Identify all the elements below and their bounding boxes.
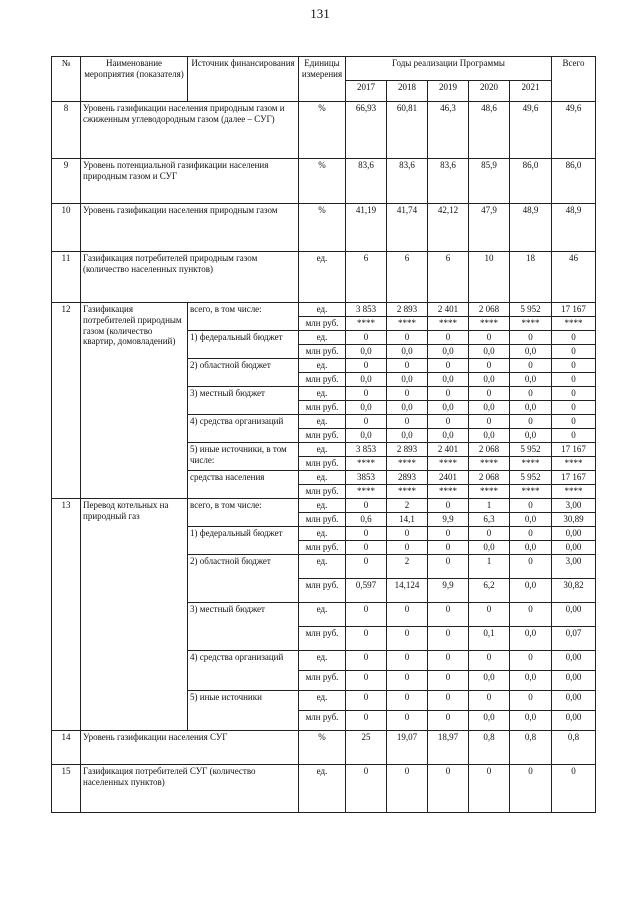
- row-value: 0: [387, 603, 428, 627]
- row-value: 60,81: [387, 102, 428, 159]
- row-value: 0: [510, 415, 552, 429]
- row-unit: млн руб.: [299, 711, 346, 731]
- row-value: 2401: [428, 471, 469, 485]
- row-value: 2: [387, 555, 428, 579]
- row-value: 0: [469, 603, 510, 627]
- row-value: 0: [387, 691, 428, 711]
- row-value: 0: [428, 691, 469, 711]
- row-value: 83,6: [428, 159, 469, 204]
- row-source: 4) средства организаций: [188, 651, 299, 691]
- row-value: 5 952: [510, 471, 552, 485]
- row-value: 0: [510, 555, 552, 579]
- row-total: 0,00: [552, 671, 596, 691]
- header-name: Наименование мероприятия (показателя): [81, 57, 188, 102]
- row-value: 0: [469, 765, 510, 813]
- row-total: 48,9: [552, 204, 596, 252]
- row-total: 0: [552, 359, 596, 373]
- row-value: 0,0: [387, 345, 428, 359]
- row-value: 0: [346, 651, 387, 671]
- row-total: 0: [552, 373, 596, 387]
- row-value: ****: [387, 485, 428, 499]
- row-value: 0: [428, 387, 469, 401]
- row-num: 9: [52, 159, 81, 204]
- table-row: [52, 252, 596, 303]
- row-value: 10: [469, 252, 510, 303]
- row-value: 86,0: [510, 159, 552, 204]
- row-value: 19,07: [387, 731, 428, 765]
- row-value: 48,9: [510, 204, 552, 252]
- row-source: 2) областной бюджет: [188, 359, 299, 387]
- row-total: 0: [552, 429, 596, 443]
- row-total: 17 167: [552, 443, 596, 457]
- row-value: 0: [428, 711, 469, 731]
- header-num: №: [52, 57, 81, 102]
- row-value: 2 068: [469, 443, 510, 457]
- row-unit: ед.: [299, 651, 346, 671]
- row-value: 0: [346, 603, 387, 627]
- row-value: 0: [428, 359, 469, 373]
- row-value: 25: [346, 731, 387, 765]
- row-name: Уровень газификации населения природным газом: [81, 204, 299, 252]
- row-total: 0: [552, 415, 596, 429]
- row-value: 49,6: [510, 102, 552, 159]
- row-total: 0,8: [552, 731, 596, 765]
- row-value: 0,0: [469, 541, 510, 555]
- row-value: 0: [387, 387, 428, 401]
- row-value: 0,0: [428, 401, 469, 415]
- row-value: 0,8: [469, 731, 510, 765]
- row-total: 17 167: [552, 303, 596, 317]
- row-num: 10: [52, 204, 81, 252]
- row-value: ****: [346, 317, 387, 331]
- row-total: ****: [552, 485, 596, 499]
- row-value: 0: [510, 651, 552, 671]
- row-value: 0: [469, 691, 510, 711]
- row-value: 83,6: [387, 159, 428, 204]
- row-name: Уровень потенциальной газификации населения природным газом и СУГ: [81, 159, 299, 204]
- header-year: 2018: [387, 81, 428, 102]
- row-unit: ед.: [299, 471, 346, 485]
- row-value: 0: [346, 331, 387, 345]
- row-value: 0: [428, 331, 469, 345]
- row-source: 3) местный бюджет: [188, 603, 299, 651]
- row-value: 0: [387, 671, 428, 691]
- row-value: 0: [387, 331, 428, 345]
- row-value: 0,0: [510, 671, 552, 691]
- row-value: 0,0: [469, 401, 510, 415]
- header-year: 2017: [346, 81, 387, 102]
- row-value: 3 853: [346, 303, 387, 317]
- row-value: 6: [346, 252, 387, 303]
- row-value: 0: [428, 555, 469, 579]
- row-unit: млн руб.: [299, 541, 346, 555]
- row-value: 0: [469, 415, 510, 429]
- row-value: 0: [387, 711, 428, 731]
- row-source: 5) иные источники: [188, 691, 299, 731]
- row-value: 2 068: [469, 303, 510, 317]
- row-value: 0: [428, 627, 469, 651]
- row-value: 0: [346, 671, 387, 691]
- row-total: 0: [552, 765, 596, 813]
- row-total: 0,00: [552, 651, 596, 671]
- row-source: всего, в том числе:: [188, 499, 299, 527]
- header-row: [52, 57, 596, 81]
- row-value: 2 068: [469, 471, 510, 485]
- row-unit: ед.: [299, 765, 346, 813]
- row-value: ****: [510, 485, 552, 499]
- row-value: 0,1: [469, 627, 510, 651]
- row-value: 5 952: [510, 303, 552, 317]
- row-value: 2: [387, 499, 428, 513]
- header-year: 2021: [510, 81, 552, 102]
- table-row: [52, 159, 596, 204]
- table-row: [52, 204, 596, 252]
- row-value: ****: [469, 317, 510, 331]
- row-value: 0,0: [346, 401, 387, 415]
- row-value: ****: [469, 485, 510, 499]
- row-total: 46: [552, 252, 596, 303]
- program-indicators-table: [51, 56, 596, 813]
- row-value: ****: [346, 457, 387, 471]
- row-value: 41,74: [387, 204, 428, 252]
- row-value: 0: [510, 603, 552, 627]
- row-unit: ед.: [299, 603, 346, 627]
- row-value: 3 853: [346, 443, 387, 457]
- row-value: 0,0: [510, 373, 552, 387]
- row-value: ****: [510, 317, 552, 331]
- row-source: 4) средства организаций: [188, 415, 299, 443]
- row-source: средства населения: [188, 471, 299, 499]
- row-value: 0,6: [346, 513, 387, 527]
- row-total: 0,00: [552, 691, 596, 711]
- row-value: ****: [428, 317, 469, 331]
- row-total: 30,89: [552, 513, 596, 527]
- row-unit: млн руб.: [299, 401, 346, 415]
- row-value: 2 401: [428, 443, 469, 457]
- row-value: 85,9: [469, 159, 510, 204]
- row-total: ****: [552, 457, 596, 471]
- row-name: Газификация потребителей природным газом (количество квартир, домовладений): [81, 303, 188, 499]
- row-value: 66,93: [346, 102, 387, 159]
- row-value: 0,0: [469, 345, 510, 359]
- row-value: 9,9: [428, 513, 469, 527]
- row-total: 0: [552, 331, 596, 345]
- row-value: 0: [346, 691, 387, 711]
- row-unit: %: [299, 159, 346, 204]
- row-value: 0: [346, 499, 387, 513]
- row-unit: млн руб.: [299, 429, 346, 443]
- row-value: 6: [387, 252, 428, 303]
- row-total: 0,00: [552, 711, 596, 731]
- row-value: 0: [387, 765, 428, 813]
- row-total: 0,07: [552, 627, 596, 651]
- row-num: 11: [52, 252, 81, 303]
- row-unit: млн руб.: [299, 345, 346, 359]
- row-value: 0: [346, 415, 387, 429]
- row-value: 0: [346, 541, 387, 555]
- row-value: ****: [428, 485, 469, 499]
- row-unit: млн руб.: [299, 627, 346, 651]
- row-value: 3853: [346, 471, 387, 485]
- row-value: 18: [510, 252, 552, 303]
- table-row: [52, 303, 596, 317]
- row-value: 0,0: [510, 627, 552, 651]
- row-value: 0: [346, 359, 387, 373]
- row-value: 0,0: [428, 345, 469, 359]
- row-value: 0,0: [428, 429, 469, 443]
- row-value: 6: [428, 252, 469, 303]
- row-value: 0: [387, 359, 428, 373]
- row-value: 0: [346, 627, 387, 651]
- row-num: 8: [52, 102, 81, 159]
- header-unit: Единицы измерения: [299, 57, 346, 102]
- row-unit: млн руб.: [299, 457, 346, 471]
- row-value: 0: [469, 651, 510, 671]
- row-value: 41,19: [346, 204, 387, 252]
- row-source: 1) федеральный бюджет: [188, 527, 299, 555]
- row-value: 18,97: [428, 731, 469, 765]
- table-row: [52, 765, 596, 813]
- row-unit: %: [299, 102, 346, 159]
- row-name: Газификация потребителей СУГ (количество населенных пунктов): [81, 765, 299, 813]
- row-unit: млн руб.: [299, 317, 346, 331]
- row-name: Уровень газификации населения СУГ: [81, 731, 299, 765]
- row-value: 0: [428, 671, 469, 691]
- row-unit: ед.: [299, 499, 346, 513]
- row-value: 6,2: [469, 579, 510, 603]
- header-year: 2020: [469, 81, 510, 102]
- header-total: Всего: [552, 57, 596, 102]
- row-value: 5 952: [510, 443, 552, 457]
- row-value: 0,0: [387, 373, 428, 387]
- row-unit: ед.: [299, 359, 346, 373]
- row-value: ****: [346, 485, 387, 499]
- row-value: 2 893: [387, 303, 428, 317]
- row-value: 0,0: [387, 401, 428, 415]
- header-year: 2019: [428, 81, 469, 102]
- row-value: 0: [510, 331, 552, 345]
- row-value: 0: [387, 527, 428, 541]
- row-value: 9,9: [428, 579, 469, 603]
- row-num: 12: [52, 303, 81, 499]
- row-total: 0: [552, 401, 596, 415]
- row-value: 0,0: [346, 429, 387, 443]
- row-value: 0,0: [510, 401, 552, 415]
- row-value: ****: [510, 457, 552, 471]
- row-value: 0: [469, 527, 510, 541]
- row-source: всего, в том числе:: [188, 303, 299, 331]
- row-value: 0: [428, 527, 469, 541]
- row-unit: ед.: [299, 331, 346, 345]
- row-value: 48,6: [469, 102, 510, 159]
- row-value: 0,0: [510, 579, 552, 603]
- table-row: [52, 102, 596, 159]
- row-value: 14,1: [387, 513, 428, 527]
- row-value: 0: [510, 499, 552, 513]
- row-value: 0,0: [469, 429, 510, 443]
- row-value: 0,0: [510, 429, 552, 443]
- row-value: 46,3: [428, 102, 469, 159]
- row-unit: ед.: [299, 303, 346, 317]
- row-value: 0,597: [346, 579, 387, 603]
- row-value: 1: [469, 555, 510, 579]
- row-value: 0: [510, 359, 552, 373]
- row-name: Газификация потребителей природным газом (количество населенных пунктов): [81, 252, 299, 303]
- row-value: 0: [428, 415, 469, 429]
- row-source: 3) местный бюджет: [188, 387, 299, 415]
- row-total: 3,00: [552, 499, 596, 513]
- row-source: 1) федеральный бюджет: [188, 331, 299, 359]
- row-value: 0: [387, 415, 428, 429]
- row-name: Перевод котельных на природный газ: [81, 499, 188, 731]
- row-value: 6,3: [469, 513, 510, 527]
- table-row: [52, 731, 596, 765]
- row-total: 0,00: [552, 527, 596, 541]
- row-value: 0,0: [346, 373, 387, 387]
- row-total: 86,0: [552, 159, 596, 204]
- row-value: 0,8: [510, 731, 552, 765]
- row-unit: млн руб.: [299, 373, 346, 387]
- row-value: 0,0: [469, 711, 510, 731]
- row-total: 3,00: [552, 555, 596, 579]
- row-total: ****: [552, 317, 596, 331]
- row-value: 0: [346, 711, 387, 731]
- row-value: 0: [469, 359, 510, 373]
- row-value: 0,0: [510, 345, 552, 359]
- row-unit: %: [299, 731, 346, 765]
- header-years-title: Годы реализации Программы: [346, 57, 552, 81]
- row-value: 0,0: [469, 373, 510, 387]
- row-value: 0: [469, 387, 510, 401]
- row-value: 0,0: [510, 513, 552, 527]
- row-num: 14: [52, 731, 81, 765]
- row-value: 2893: [387, 471, 428, 485]
- row-value: 0: [387, 627, 428, 651]
- row-value: ****: [387, 317, 428, 331]
- row-source: 2) областной бюджет: [188, 555, 299, 603]
- row-value: 0: [428, 499, 469, 513]
- row-unit: ед.: [299, 252, 346, 303]
- row-value: 2 893: [387, 443, 428, 457]
- header-source: Источник финансирования: [188, 57, 299, 102]
- row-value: 0: [510, 387, 552, 401]
- row-total: 49,6: [552, 102, 596, 159]
- row-value: 47,9: [469, 204, 510, 252]
- row-total: 17 167: [552, 471, 596, 485]
- row-value: 1: [469, 499, 510, 513]
- row-value: 2 401: [428, 303, 469, 317]
- row-total: 30,82: [552, 579, 596, 603]
- table-row: [52, 499, 596, 513]
- row-unit: ед.: [299, 527, 346, 541]
- row-value: 0: [428, 651, 469, 671]
- row-value: 0,0: [387, 429, 428, 443]
- row-value: 0: [469, 331, 510, 345]
- row-value: 0: [510, 765, 552, 813]
- row-total: 0,00: [552, 541, 596, 555]
- row-value: 0: [510, 691, 552, 711]
- row-num: 15: [52, 765, 81, 813]
- row-value: 0,0: [510, 541, 552, 555]
- row-total: 0: [552, 387, 596, 401]
- row-value: 0: [387, 651, 428, 671]
- row-value: 0: [387, 541, 428, 555]
- row-value: 0: [428, 603, 469, 627]
- row-unit: млн руб.: [299, 671, 346, 691]
- page-number: 131: [310, 6, 330, 21]
- row-value: ****: [428, 457, 469, 471]
- row-value: 42,12: [428, 204, 469, 252]
- row-source: 5) иные источники, в том числе:: [188, 443, 299, 471]
- row-num: 13: [52, 499, 81, 731]
- row-value: 0: [346, 555, 387, 579]
- row-unit: млн руб.: [299, 579, 346, 603]
- row-unit: ед.: [299, 443, 346, 457]
- row-value: ****: [469, 457, 510, 471]
- row-value: 0,0: [510, 711, 552, 731]
- row-value: 0,0: [428, 373, 469, 387]
- row-value: 83,6: [346, 159, 387, 204]
- row-value: 0: [346, 527, 387, 541]
- row-value: 0: [510, 527, 552, 541]
- row-unit: ед.: [299, 691, 346, 711]
- row-value: 0: [428, 765, 469, 813]
- row-unit: ед.: [299, 387, 346, 401]
- row-value: ****: [387, 457, 428, 471]
- row-name: Уровень газификации населения природным газом и сжиженным углеводородным газом (далее – СУГ): [81, 102, 299, 159]
- row-total: 0: [552, 345, 596, 359]
- row-value: 14,124: [387, 579, 428, 603]
- row-unit: млн руб.: [299, 485, 346, 499]
- row-value: 0: [428, 541, 469, 555]
- row-unit: ед.: [299, 555, 346, 579]
- row-total: 0,00: [552, 603, 596, 627]
- row-value: 0,0: [469, 671, 510, 691]
- row-unit: млн руб.: [299, 513, 346, 527]
- row-value: 0: [346, 765, 387, 813]
- row-unit: %: [299, 204, 346, 252]
- row-unit: ед.: [299, 415, 346, 429]
- row-value: 0: [346, 387, 387, 401]
- row-value: 0,0: [346, 345, 387, 359]
